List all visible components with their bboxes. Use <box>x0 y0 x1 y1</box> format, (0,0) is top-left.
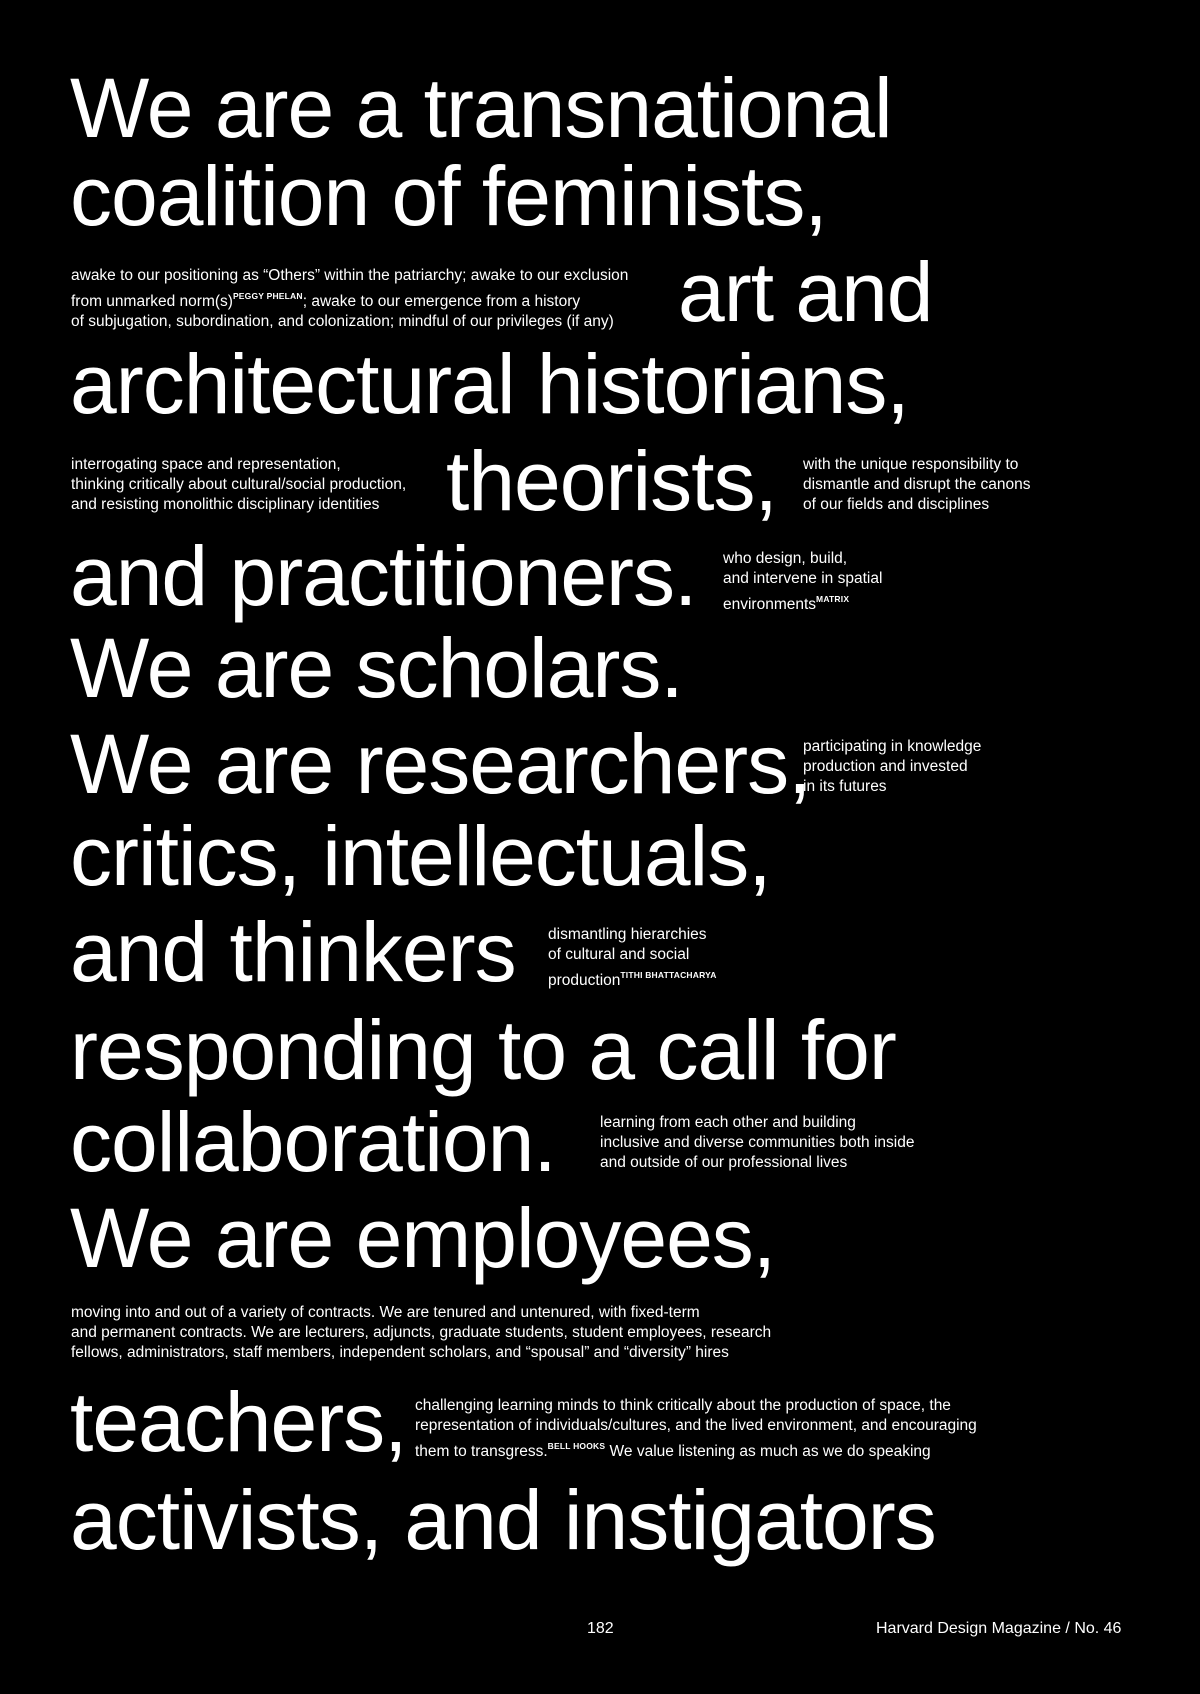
note-learning-line-2: inclusive and diverse communities both inside <box>600 1134 915 1151</box>
headline-line-6: and practitioners. <box>70 529 697 623</box>
note-design-line-1: who design, build, <box>723 550 848 567</box>
note-challenging-line-1: challenging learning minds to think critically about the production of space, the <box>415 1397 951 1414</box>
note-moving-line-2: and permanent contracts. We are lecturers, adjuncts, graduate students, student employees, research <box>71 1324 772 1341</box>
note-moving-line-3: fellows, administrators, staff members, independent scholars, and “spousal” and “diversity” hires <box>71 1344 729 1361</box>
note-design-line-3 <box>723 589 882 615</box>
headline-line-13: We are employees, <box>70 1191 776 1285</box>
note-interrogating <box>71 455 406 515</box>
note-interrogating-line-2: thinking critically about cultural/social production, <box>71 476 407 493</box>
citation-tithi-bhattacharya: TITHI BHATTACHARYA <box>620 970 717 980</box>
note-moving-line-1: moving into and out of a variety of contracts. We are tenured and untenured, with fixed-term <box>71 1304 700 1321</box>
citation-bell-hooks: BELL HOOKS <box>547 1441 606 1451</box>
page-number: 182 <box>587 1620 614 1637</box>
note-moving <box>71 1303 771 1363</box>
note-learning-line-1: learning from each other and building <box>600 1114 856 1131</box>
headline-line-4: architectural historians, <box>70 337 909 431</box>
headline-line-9: critics, intellectuals, <box>70 809 771 903</box>
note-participating-line-2: production and invested <box>803 758 968 775</box>
note-design-line-2: and intervene in spatial <box>723 570 883 587</box>
citation-matrix: MATRIX <box>816 594 850 604</box>
note-dismantling <box>548 925 717 991</box>
note-challenging-line-3-a: them to transgress. <box>415 1443 548 1460</box>
note-awake-line-2-b: ; awake to our emergence from a history <box>302 293 581 310</box>
headline-line-14: teachers, <box>70 1375 407 1469</box>
headline-line-11: responding to a call for <box>70 1003 896 1097</box>
note-challenging-line-3-b: We value listening as much as we do speaking <box>605 1443 931 1460</box>
note-learning <box>600 1113 914 1173</box>
citation-peggy-phelan: PEGGY PHELAN <box>232 291 303 301</box>
headline-line-1: We are a transnational <box>70 61 892 155</box>
note-participating-line-3: in its futures <box>803 778 887 795</box>
headline-line-8: We are researchers, <box>70 717 811 811</box>
note-responsibility-line-3: of our fields and disciplines <box>803 496 990 513</box>
note-challenging-line-2: representation of individuals/cultures, and the lived environment, and encouraging <box>415 1417 977 1434</box>
note-challenging <box>415 1396 977 1462</box>
note-dismantling-line-2: of cultural and social <box>548 946 690 963</box>
note-design-line-3-text: environments <box>723 596 817 613</box>
headline-line-12: collaboration. <box>70 1095 556 1189</box>
note-awake-line-2 <box>71 286 628 312</box>
note-awake <box>71 266 628 332</box>
note-responsibility-line-2: dismantle and disrupt the canons <box>803 476 1031 493</box>
note-dismantling-line-3-text: production <box>548 972 621 989</box>
publication-title: Harvard Design Magazine / No. 46 <box>876 1620 1122 1637</box>
note-learning-line-3: and outside of our professional lives <box>600 1154 848 1171</box>
note-participating <box>803 737 981 797</box>
note-awake-line-2-a: from unmarked norm(s) <box>71 293 233 310</box>
note-dismantling-line-3 <box>548 965 717 991</box>
headline-line-5: theorists, <box>446 434 777 528</box>
headline-line-2: coalition of feminists, <box>70 149 827 243</box>
headline-line-15: activists, and instigators <box>70 1473 936 1567</box>
headline-line-10: and thinkers <box>70 905 516 999</box>
note-interrogating-line-3: and resisting monolithic disciplinary identities <box>71 496 380 513</box>
note-dismantling-line-1: dismantling hierarchies <box>548 926 707 943</box>
note-participating-line-1: participating in knowledge <box>803 738 982 755</box>
note-design <box>723 549 882 615</box>
note-responsibility-line-1: with the unique responsibility to <box>803 456 1019 473</box>
headline-line-7: We are scholars. <box>70 621 683 715</box>
note-responsibility <box>803 455 1030 515</box>
note-interrogating-line-1: interrogating space and representation, <box>71 456 341 473</box>
headline-line-3: art and <box>678 245 933 339</box>
note-awake-line-1: awake to our positioning as “Others” within the patriarchy; awake to our exclusion <box>71 267 629 284</box>
note-awake-line-3: of subjugation, subordination, and colonization; mindful of our privileges (if any) <box>71 313 614 330</box>
note-challenging-line-3 <box>415 1436 977 1462</box>
